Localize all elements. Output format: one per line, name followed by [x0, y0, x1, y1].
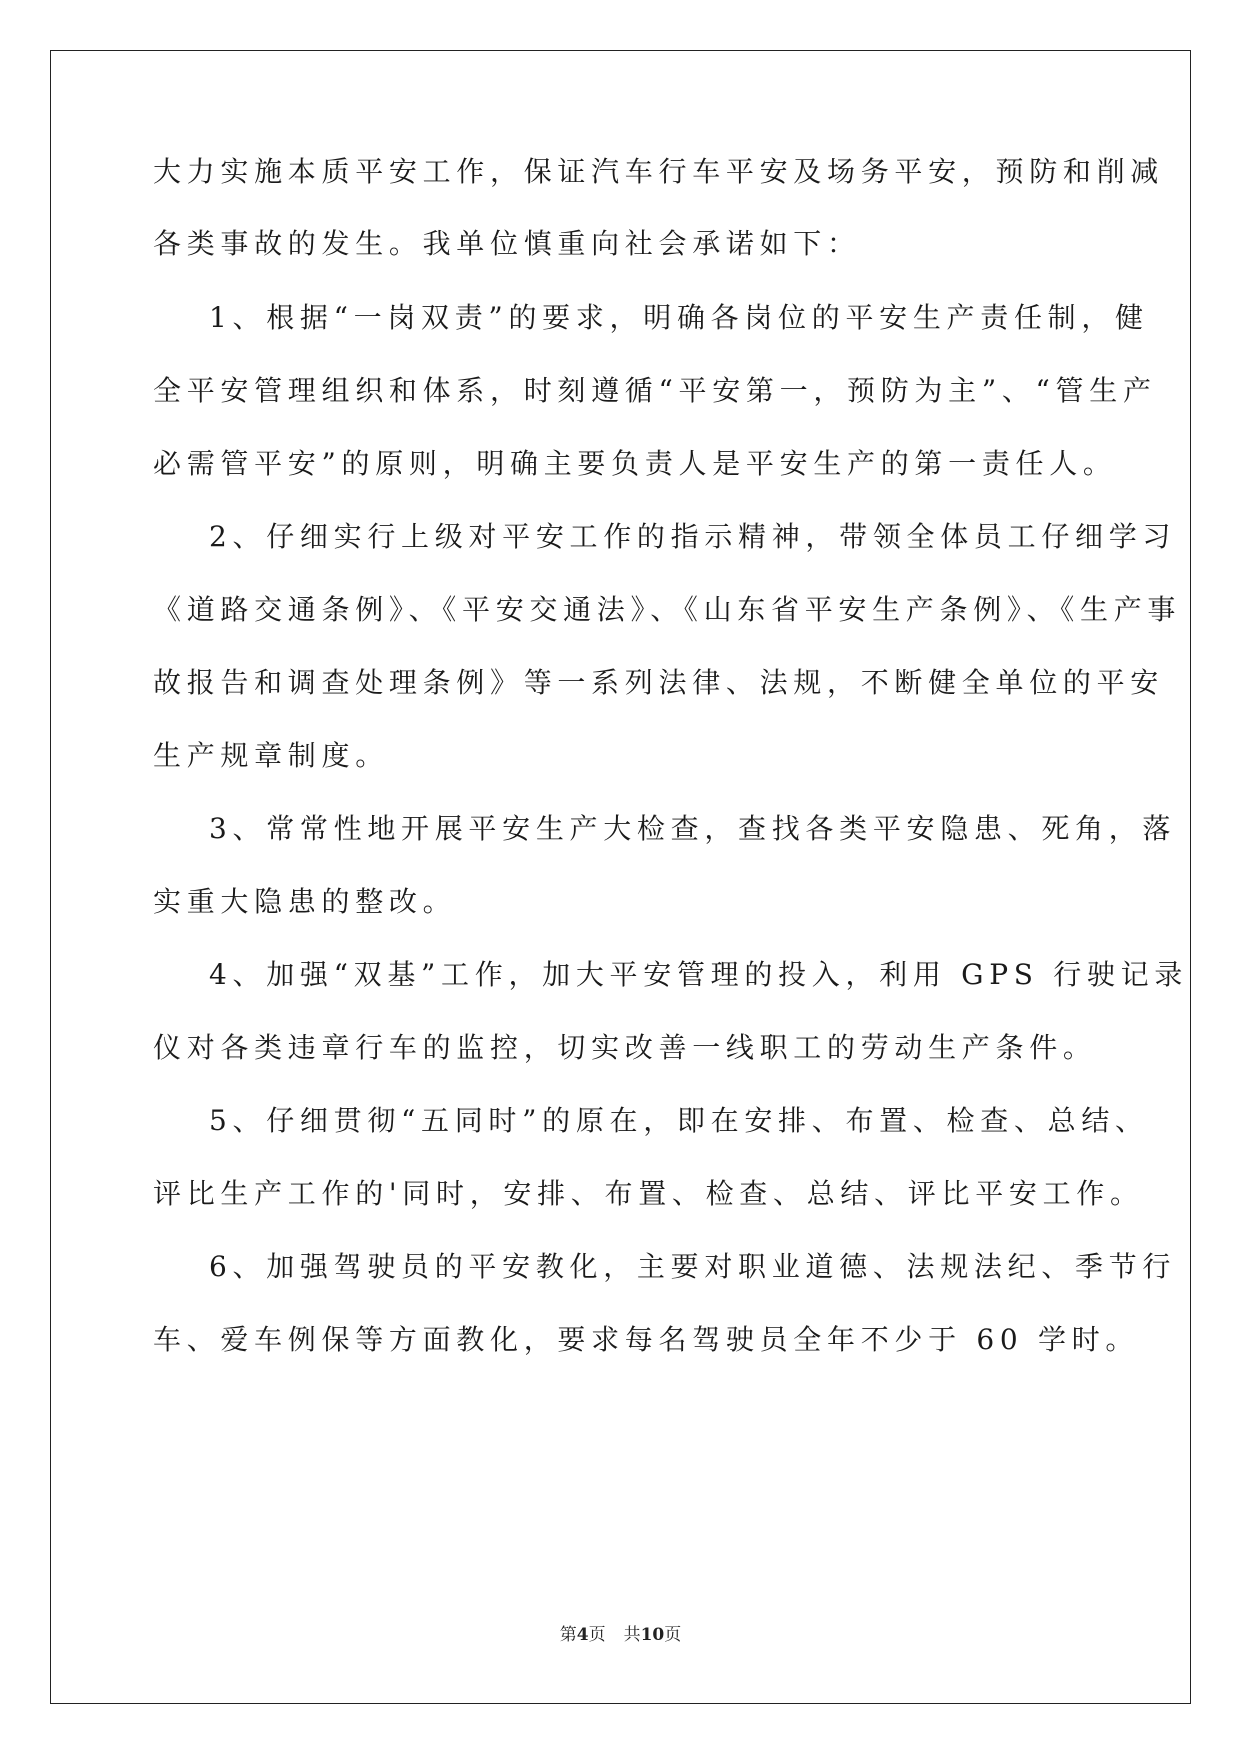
item-2-line-2: 《道路交通条例》、《平安交通法》、《山东省平安生产条例》、《生产事: [153, 593, 1182, 626]
paragraph-intro-line-1: 大力实施本质平安工作，保证汽车行车平安及场务平安，预防和削减: [153, 155, 1165, 188]
item-5-line-2: 评比生产工作的'同时，安排、布置、检查、总结、评比平安工作。: [153, 1177, 1144, 1210]
footer-page-prefix: 第: [559, 1625, 577, 1645]
footer-total-suffix: 页: [664, 1625, 682, 1645]
item-1-line-3: 必需管平安”的原则，明确主要负责人是平安生产的第一责任人。: [153, 447, 1117, 480]
item-6-line-1: 6、加强驾驶员的平安教化，主要对职业道德、法规法纪、季节行: [209, 1250, 1177, 1283]
item-6-line-2: 车、爱车例保等方面教化，要求每名驾驶员全年不少于 60 学时。: [153, 1323, 1140, 1356]
footer-page-suffix: 页: [588, 1625, 606, 1645]
footer-page-number: 4: [576, 1625, 589, 1645]
footer-total-number: 10: [640, 1625, 665, 1645]
item-2-line-4: 生产规章制度。: [153, 739, 389, 772]
item-3-line-2: 实重大隐患的整改。: [153, 885, 457, 918]
item-2-line-3: 故报告和调查处理条例》等一系列法律、法规，不断健全单位的平安: [153, 666, 1165, 699]
item-5-line-1: 5、仔细贯彻“五同时”的原在，即在安排、布置、检查、总结、: [209, 1104, 1149, 1137]
item-4-line-2: 仪对各类违章行车的监控，切实改善一线职工的劳动生产条件。: [153, 1031, 1097, 1064]
page-footer: [0, 1623, 1241, 1647]
item-2-line-1: 2、仔细实行上级对平安工作的指示精神，带领全体员工仔细学习: [209, 520, 1177, 553]
footer-total-prefix: 共: [623, 1625, 641, 1645]
item-1-line-2: 全平安管理组织和体系，时刻遵循“平安第一，预防为主”、“管生产: [153, 374, 1157, 407]
paragraph-intro-line-2: 各类事故的发生。我单位慎重向社会承诺如下：: [153, 227, 861, 260]
item-1-line-1: 1、根据“一岗双责”的要求，明确各岗位的平安生产责任制，健: [209, 301, 1149, 334]
item-4-line-1: 4、加强“双基”工作，加大平安管理的投入，利用 GPS 行驶记录: [209, 958, 1189, 991]
item-3-line-1: 3、常常性地开展平安生产大检查，查找各类平安隐患、死角，落: [209, 812, 1177, 845]
